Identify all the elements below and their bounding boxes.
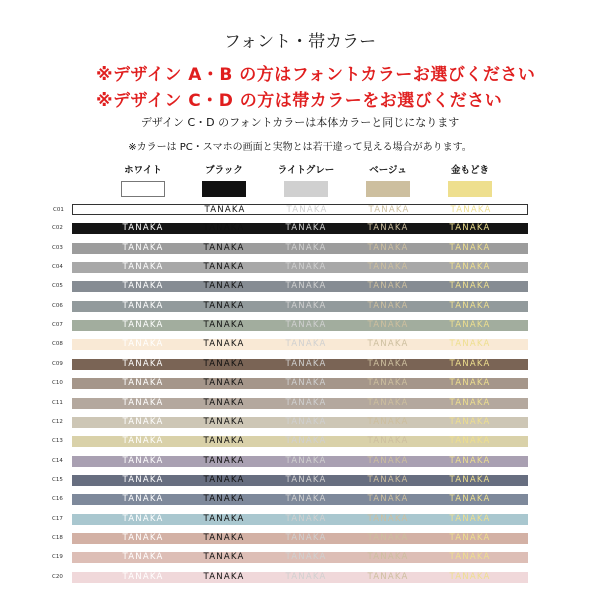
row-code: C03 bbox=[52, 244, 63, 251]
sample-text: TANAKA bbox=[285, 262, 327, 273]
sample-text: TANAKA bbox=[123, 205, 165, 215]
sample-text: TANAKA bbox=[285, 223, 327, 234]
color-row[interactable] bbox=[53, 204, 528, 215]
sample-text: TANAKA bbox=[285, 397, 327, 408]
sample-text: TANAKA bbox=[122, 571, 164, 582]
sample-text: TANAKA bbox=[285, 474, 327, 485]
color-row[interactable] bbox=[52, 358, 528, 370]
sample-text: TANAKA bbox=[203, 358, 245, 369]
sample-text: TANAKA bbox=[122, 494, 164, 505]
note-design-cd: ※デザイン C・D の方は帯カラーをお選びください bbox=[96, 91, 503, 111]
color-row[interactable] bbox=[52, 571, 528, 583]
sample-text: TANAKA bbox=[367, 300, 409, 311]
font-color-swatch[interactable] bbox=[448, 181, 492, 197]
sample-text: TANAKA bbox=[203, 416, 245, 427]
sample-text: TANAKA bbox=[449, 397, 491, 408]
row-code: C12 bbox=[52, 418, 63, 425]
sample-text: TANAKA bbox=[285, 455, 327, 466]
sample-text: TANAKA bbox=[122, 552, 164, 563]
sample-text: TANAKA bbox=[367, 474, 409, 485]
font-color-swatch[interactable] bbox=[284, 181, 328, 197]
sample-text: TANAKA bbox=[122, 339, 164, 350]
sample-text: TANAKA bbox=[449, 416, 491, 427]
sample-text: TANAKA bbox=[285, 300, 327, 311]
sample-text: TANAKA bbox=[203, 242, 245, 253]
color-row[interactable] bbox=[52, 242, 528, 254]
row-code: C16 bbox=[52, 496, 63, 503]
sample-text: TANAKA bbox=[122, 455, 164, 466]
color-row[interactable] bbox=[52, 494, 528, 505]
note-color-disclaimer: ※カラーは PC・スマホの画面と実物とは若干違って見える場合があります。 bbox=[128, 142, 472, 153]
sample-text: TANAKA bbox=[367, 436, 409, 447]
row-code: C13 bbox=[52, 438, 63, 445]
color-row[interactable] bbox=[52, 532, 528, 544]
row-code: C20 bbox=[52, 573, 63, 580]
color-row[interactable] bbox=[52, 397, 528, 409]
sample-text: TANAKA bbox=[204, 205, 246, 215]
color-row[interactable] bbox=[52, 513, 528, 525]
row-code: C11 bbox=[52, 399, 63, 406]
sample-text: TANAKA bbox=[122, 532, 164, 543]
sample-text: TANAKA bbox=[367, 532, 409, 543]
row-code: C15 bbox=[52, 476, 63, 483]
color-row[interactable] bbox=[52, 455, 528, 467]
sample-text: TANAKA bbox=[285, 532, 327, 543]
sample-text: TANAKA bbox=[449, 532, 491, 543]
sample-text: TANAKA bbox=[367, 552, 409, 563]
sample-text: TANAKA bbox=[286, 205, 328, 215]
row-code: C06 bbox=[52, 302, 63, 309]
sample-text: TANAKA bbox=[285, 281, 327, 292]
sample-text: TANAKA bbox=[203, 436, 245, 447]
font-color-label: 金もどき bbox=[450, 165, 489, 176]
sample-text: TANAKA bbox=[203, 474, 245, 485]
sample-text: TANAKA bbox=[122, 513, 164, 524]
sample-text: TANAKA bbox=[122, 378, 164, 389]
sample-text: TANAKA bbox=[367, 378, 409, 389]
color-row[interactable] bbox=[52, 416, 528, 428]
sample-text: TANAKA bbox=[122, 242, 164, 253]
color-row[interactable] bbox=[52, 281, 528, 292]
sample-text: TANAKA bbox=[367, 223, 409, 234]
sample-text: TANAKA bbox=[203, 281, 245, 292]
sample-text: TANAKA bbox=[367, 281, 409, 292]
sample-text: TANAKA bbox=[367, 513, 409, 524]
sample-text: TANAKA bbox=[203, 223, 245, 234]
row-code: C14 bbox=[52, 457, 63, 464]
sample-text: TANAKA bbox=[203, 571, 245, 582]
row-code: C05 bbox=[52, 283, 63, 290]
color-row[interactable] bbox=[52, 339, 528, 350]
sample-text: TANAKA bbox=[203, 378, 245, 389]
sample-text: TANAKA bbox=[285, 339, 327, 350]
row-code: C10 bbox=[52, 380, 63, 387]
sample-text: TANAKA bbox=[285, 494, 327, 505]
sample-text: TANAKA bbox=[449, 474, 491, 485]
sample-text: TANAKA bbox=[122, 262, 164, 273]
sample-text: TANAKA bbox=[122, 281, 164, 292]
sample-text: TANAKA bbox=[367, 416, 409, 427]
row-code: C18 bbox=[52, 534, 63, 541]
sample-text: TANAKA bbox=[367, 242, 409, 253]
sample-text: TANAKA bbox=[449, 300, 491, 311]
color-row[interactable] bbox=[52, 378, 528, 389]
sample-text: TANAKA bbox=[203, 552, 245, 563]
sample-text: TANAKA bbox=[203, 262, 245, 273]
sample-text: TANAKA bbox=[203, 339, 245, 350]
sample-text: TANAKA bbox=[367, 494, 409, 505]
sample-text: TANAKA bbox=[367, 262, 409, 273]
sample-text: TANAKA bbox=[449, 378, 491, 389]
sample-text: TANAKA bbox=[122, 436, 164, 447]
row-code: C01 bbox=[53, 207, 64, 213]
sample-text: TANAKA bbox=[449, 436, 491, 447]
sample-text: TANAKA bbox=[368, 205, 410, 215]
color-row[interactable] bbox=[52, 262, 528, 273]
sample-text: TANAKA bbox=[449, 339, 491, 350]
sample-text: TANAKA bbox=[122, 320, 164, 331]
font-color-label: ベージュ bbox=[369, 165, 407, 176]
sample-text: TANAKA bbox=[203, 455, 245, 466]
sample-text: TANAKA bbox=[367, 571, 409, 582]
font-color-swatch[interactable] bbox=[202, 181, 246, 197]
color-row[interactable] bbox=[52, 474, 528, 486]
sample-text: TANAKA bbox=[285, 416, 327, 427]
sample-text: TANAKA bbox=[449, 571, 491, 582]
sample-text: TANAKA bbox=[449, 242, 491, 253]
sample-text: TANAKA bbox=[203, 300, 245, 311]
sample-text: TANAKA bbox=[449, 223, 491, 234]
row-code: C02 bbox=[52, 225, 63, 232]
color-row[interactable] bbox=[52, 320, 528, 331]
sample-text: TANAKA bbox=[203, 532, 245, 543]
color-row[interactable] bbox=[52, 223, 528, 234]
sample-text: TANAKA bbox=[449, 494, 491, 505]
row-code: C17 bbox=[52, 515, 63, 522]
sample-text: TANAKA bbox=[122, 358, 164, 369]
sample-text: TANAKA bbox=[449, 281, 491, 292]
font-color-label: ホワイト bbox=[124, 165, 162, 176]
sample-text: TANAKA bbox=[449, 358, 491, 369]
sample-text: TANAKA bbox=[449, 455, 491, 466]
sample-text: TANAKA bbox=[285, 552, 327, 563]
sample-text: TANAKA bbox=[122, 223, 164, 234]
sample-text: TANAKA bbox=[367, 397, 409, 408]
color-row[interactable] bbox=[52, 436, 528, 447]
page-title: フォント・帯カラー bbox=[223, 32, 377, 52]
sample-text: TANAKA bbox=[285, 358, 327, 369]
row-code: C08 bbox=[52, 341, 63, 348]
sample-text: TANAKA bbox=[203, 320, 245, 331]
sample-text: TANAKA bbox=[285, 571, 327, 582]
sample-text: TANAKA bbox=[449, 552, 491, 563]
sample-text: TANAKA bbox=[367, 339, 409, 350]
sample-text: TANAKA bbox=[285, 513, 327, 524]
sample-text: TANAKA bbox=[203, 397, 245, 408]
font-color-swatch[interactable] bbox=[121, 181, 165, 197]
row-code: C04 bbox=[52, 264, 63, 271]
sample-text: TANAKA bbox=[285, 436, 327, 447]
sample-text: TANAKA bbox=[203, 494, 245, 505]
color-row[interactable] bbox=[52, 300, 528, 312]
sample-text: TANAKA bbox=[367, 455, 409, 466]
sample-text: TANAKA bbox=[449, 262, 491, 273]
row-code: C19 bbox=[52, 554, 63, 561]
sample-text: TANAKA bbox=[367, 358, 409, 369]
sample-text: TANAKA bbox=[449, 513, 491, 524]
sample-text: TANAKA bbox=[285, 378, 327, 389]
note-font-color: デザイン C・D のフォントカラーは本体カラーと同じになります bbox=[140, 116, 460, 129]
row-code: C09 bbox=[52, 360, 63, 367]
sample-text: TANAKA bbox=[122, 300, 164, 311]
row-code: C07 bbox=[52, 322, 63, 329]
sample-text: TANAKA bbox=[449, 320, 491, 331]
note-design-ab: ※デザイン A・B の方はフォントカラーお選びください bbox=[96, 65, 536, 85]
sample-text: TANAKA bbox=[203, 513, 245, 524]
sample-text: TANAKA bbox=[285, 242, 327, 253]
sample-text: TANAKA bbox=[367, 320, 409, 331]
font-color-label: ライトグレー bbox=[277, 165, 335, 176]
font-color-swatch[interactable] bbox=[366, 181, 410, 197]
sample-text: TANAKA bbox=[450, 205, 492, 215]
sample-text: TANAKA bbox=[122, 397, 164, 408]
color-row[interactable] bbox=[52, 552, 528, 563]
font-color-label: ブラック bbox=[205, 165, 243, 176]
sample-text: TANAKA bbox=[285, 320, 327, 331]
sample-text: TANAKA bbox=[122, 474, 164, 485]
sample-text: TANAKA bbox=[122, 416, 164, 427]
